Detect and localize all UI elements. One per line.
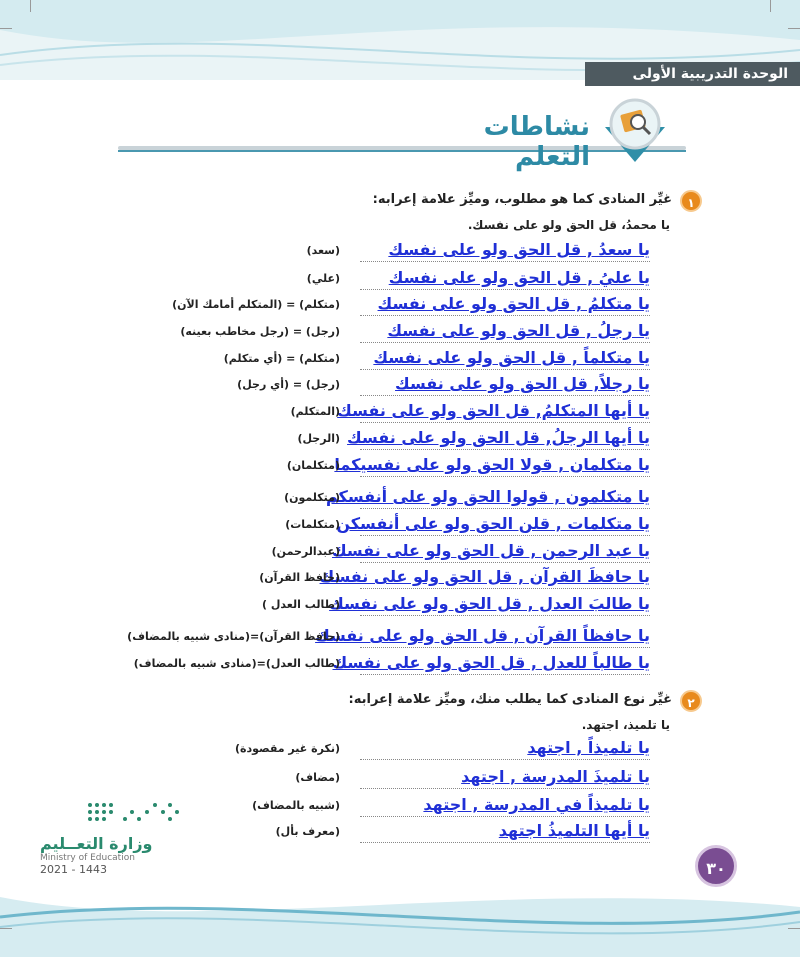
answer-text: يا أيها المتكلمُ, قل الحق ولو على نفسك: [337, 401, 650, 420]
answer-hint: (حافظ القرآن)=(منادى شبيه بالمضاف): [127, 630, 340, 643]
answer-text: يا حافظاً القرآن , قل الحق ولو على نفسك: [315, 626, 650, 645]
answer-text: يا متكلمات , قلن الحق ولو على أنفسكن: [336, 514, 650, 533]
answer-text: يا متكلماً , قل الحق ولو على نفسك: [373, 348, 650, 367]
ministry-name-arabic: وزارة التعــليم: [40, 834, 153, 853]
answer-text: يا متكلمُ , قل الحق ولو على نفسك: [377, 294, 650, 313]
answer-dotted-line: [360, 614, 650, 616]
answer-hint: (علي): [306, 272, 340, 285]
answer-dotted-line: [360, 561, 650, 563]
answer-hint: (طالب العدل ): [262, 598, 340, 611]
academic-year: 2021 - 1443: [40, 863, 107, 876]
answer-hint: (رجل) = (رجل مخاطب بعينه): [180, 325, 340, 338]
exercise-example: يا محمدُ، قل الحق ولو على نفسك.: [467, 218, 670, 232]
answer-hint: (سعد): [306, 244, 340, 257]
answer-text: يا سعدُ , قل الحق ولو على نفسك: [388, 240, 650, 259]
answer-text: يا عبد الرحمن , قل الحق ولو على نفسك: [332, 541, 650, 560]
answer-dotted-line: [360, 394, 650, 396]
crop-mark: [788, 28, 800, 29]
exercise-number-badge: ١: [680, 190, 702, 212]
answer-dotted-line: [360, 448, 650, 450]
answer-text: يا طالبَ العدل , قل الحق ولو على نفسك: [329, 594, 650, 613]
bottom-wave-decoration: [0, 877, 800, 957]
answer-dotted-line: [360, 368, 650, 370]
exercise-instruction: غيِّر المنادى كما هو مطلوب، وميِّز علامة إعرابه:: [372, 192, 672, 207]
answer-dotted-line: [360, 421, 650, 423]
answer-text: يا أيها التلميذُ اجتهد: [498, 821, 650, 840]
answer-hint: (متكلمون): [284, 491, 340, 504]
crop-mark: [788, 928, 800, 929]
answer-text: يا متكلمان , قولا الحق ولو على نفسيكما: [334, 455, 650, 474]
answer-dotted-line: [360, 260, 650, 262]
ministry-dots-icon: [85, 800, 185, 830]
answer-dotted-line: [360, 673, 650, 675]
answer-dotted-line: [360, 758, 650, 760]
answer-dotted-line: [360, 787, 650, 789]
learning-activities-icon: [600, 92, 670, 162]
exercise-number-badge: ٢: [680, 690, 702, 712]
unit-title: الوحدة التدريبية الأولى: [585, 62, 800, 86]
answer-hint: (طالب العدل)=(منادى شبيه بالمضاف): [133, 657, 340, 670]
ministry-logo: [40, 800, 180, 876]
answer-hint: (متكلمان): [286, 459, 340, 472]
answer-text: يا تلميذاً في المدرسة , اجتهد: [423, 795, 650, 814]
answer-text: يا تلميذاً , اجتهد: [527, 738, 650, 757]
answer-text: يا رجلاً, قل الحق ولو على نفسك: [395, 374, 650, 393]
answer-dotted-line: [360, 288, 650, 290]
answer-hint: (الرجل): [297, 432, 340, 445]
answer-hint: (عبدالرحمن): [271, 545, 340, 558]
crop-mark: [0, 28, 12, 29]
answer-dotted-line: [360, 587, 650, 589]
ministry-name-english: Ministry of Education: [40, 853, 135, 863]
crop-mark: [30, 0, 31, 12]
page-number: ٣٠: [695, 845, 737, 887]
answer-dotted-line: [360, 314, 650, 316]
answer-text: يا عليُ , قل الحق ولو على نفسك: [388, 268, 650, 287]
answer-dotted-line: [360, 534, 650, 536]
answer-hint: (متكلم) = (أي متكلم): [223, 352, 340, 365]
answer-hint: (معرف بأل): [275, 825, 340, 838]
crop-mark: [0, 928, 12, 929]
exercise-instruction: غيِّر نوع المنادى كما يطلب منك، وميِّز علامة إعرابه:: [348, 692, 672, 707]
answer-dotted-line: [360, 646, 650, 648]
answer-hint: (شبيه بالمضاف): [252, 799, 340, 812]
answer-dotted-line: [360, 841, 650, 843]
answer-hint: (متكلم) = (المتكلم أمامك الآن): [172, 298, 340, 311]
answer-dotted-line: [360, 507, 650, 509]
answer-hint: (رجل) = (أي رجل): [237, 378, 340, 391]
answer-hint: (متكلمات): [285, 518, 340, 531]
answer-dotted-line: [360, 341, 650, 343]
answer-dotted-line: [360, 475, 650, 477]
answer-hint: (حافظ القرآن): [259, 571, 340, 584]
answer-text: يا حافظَ القرآن , قل الحق ولو على نفسك: [319, 567, 650, 586]
section-title: نشاطات التعلم: [483, 112, 590, 172]
answer-text: يا رجلُ , قل الحق ولو على نفسك: [387, 321, 650, 340]
answer-text: يا تلميذَ المدرسة , اجتهد: [461, 767, 650, 786]
answer-hint: (مضاف): [295, 771, 340, 784]
answer-dotted-line: [360, 815, 650, 817]
answer-text: يا متكلمون , قولوا الحق ولو على أنفسكم: [325, 487, 650, 506]
answer-text: يا أيها الرجلُ, قل الحق ولو على نفسك: [347, 428, 650, 447]
exercise-example: يا تلميذ، اجتهد.: [581, 718, 670, 732]
answer-hint: (نكرة غير مقصودة): [234, 742, 340, 755]
answer-hint: (المتكلم): [290, 405, 340, 418]
crop-mark: [770, 0, 771, 12]
answer-text: يا طالباً للعدل , قل الحق ولو على نفسك: [332, 653, 650, 672]
